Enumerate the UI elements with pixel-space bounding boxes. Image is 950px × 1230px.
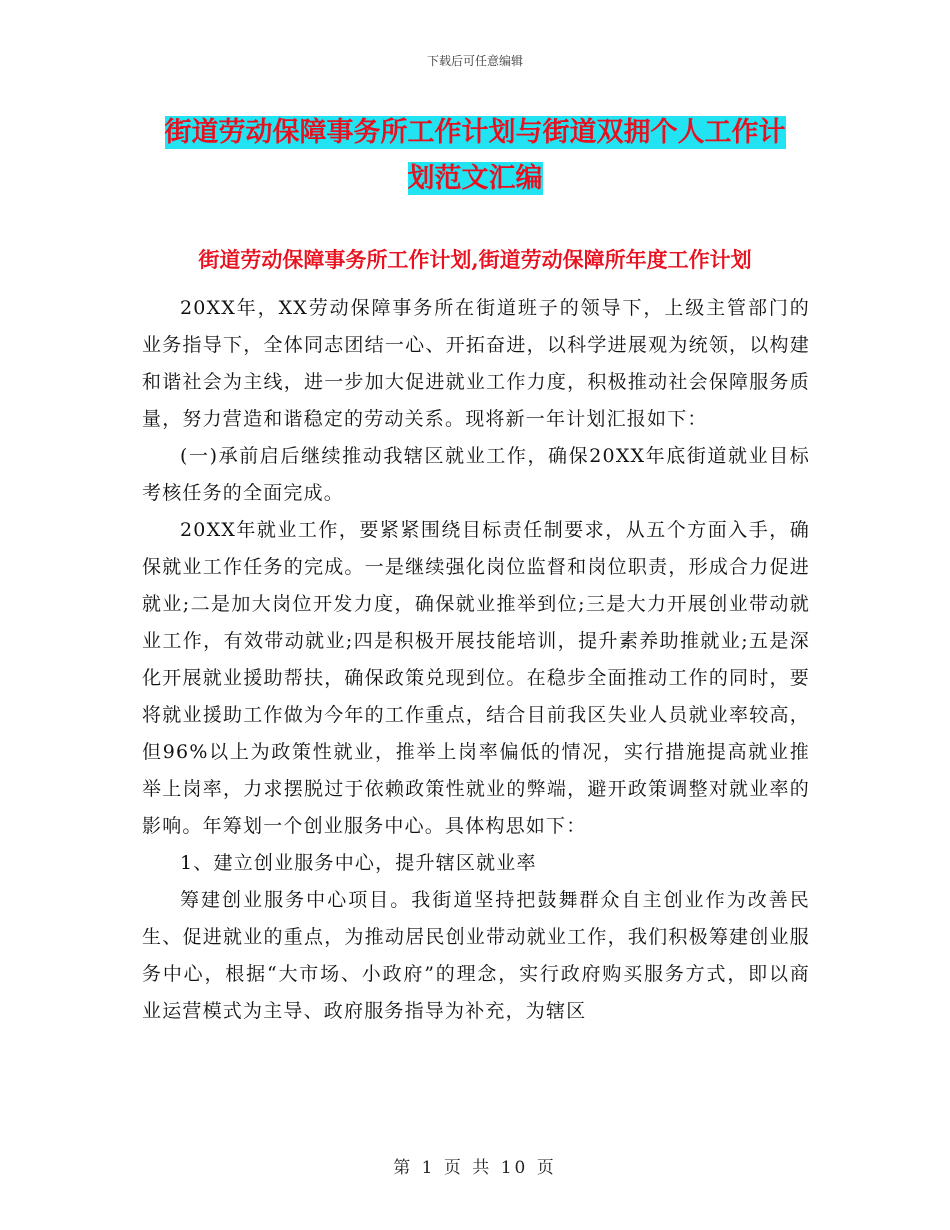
section-heading: 街道劳动保障事务所工作计划,街道劳动保障所年度工作计划 [198, 247, 752, 272]
paragraph-intro: 20XX年，XX劳动保障事务所在街道班子的领导下，上级主管部门的业务指导下，全体同志团结一心、开拓奋进，以科学进展观为统领，以构建和谐社会为主线，进一步加大促进就业工作力度，积极推动社会保障服务质量，努力营造和谐稳定的劳动关系。现将新一年计划汇报如下： [142, 297, 810, 430]
paragraph-employment-plan: 20XX年就业工作，要紧紧围绕目标责任制要求，从五个方面入手，确保就业工作任务的完成。一是继续强化岗位监督和岗位职责，形成合力促进就业;二是加大岗位开发力度，确保就业推举到位;三是大力开展创业带动就业工作，有效带动就业;四是积极开展技能培训，提升素养助推就业;五是深化开展就业援助帮扶，确保政策兑现到位。在稳步全面推动工作的同时，要将就业援助工作做为今年的工作重点，结合目前我区失业人员就业率较高，但96%以上为政策性就业，推举上岗率偏低的情况，实行措施提高就业推举上岗率，力求摆脱过于依赖政策性就业的弊端，避开政策调整对就业率的影响。年筹划一个创业服务中心。具体构思如下： [142, 519, 810, 837]
paragraph-service-center: 筹建创业服务中心项目。我街道坚持把鼓舞群众自主创业作为改善民生、促进就业的重点，为推动居民创业带动就业工作，我们积极筹建创业服务中心，根据“大市场、小政府”的理念，实行政府购买服务方式，即以商业运营模式为主导、政府服务指导为补充，为辖区 [142, 889, 810, 1022]
page-header-note: 下载后可任意编辑 [426, 54, 523, 68]
document-title [140, 110, 810, 202]
document-title-line-1: 街道劳动保障事务所工作计划与街道双拥个人工作计 [164, 117, 786, 148]
paragraph-item-1: (一)承前启后继续推动我辖区就业工作，确保20XX年底街道就业目标考核任务的全面完成。 [142, 445, 810, 504]
paragraph-subheading-1: 1、建立创业服务中心，提升辖区就业率 [180, 852, 537, 874]
document-body [142, 290, 810, 1030]
page-number-footer: 第 1 页 共 10 页 [393, 1158, 557, 1178]
document-title-line-2: 划范文汇编 [407, 163, 543, 194]
